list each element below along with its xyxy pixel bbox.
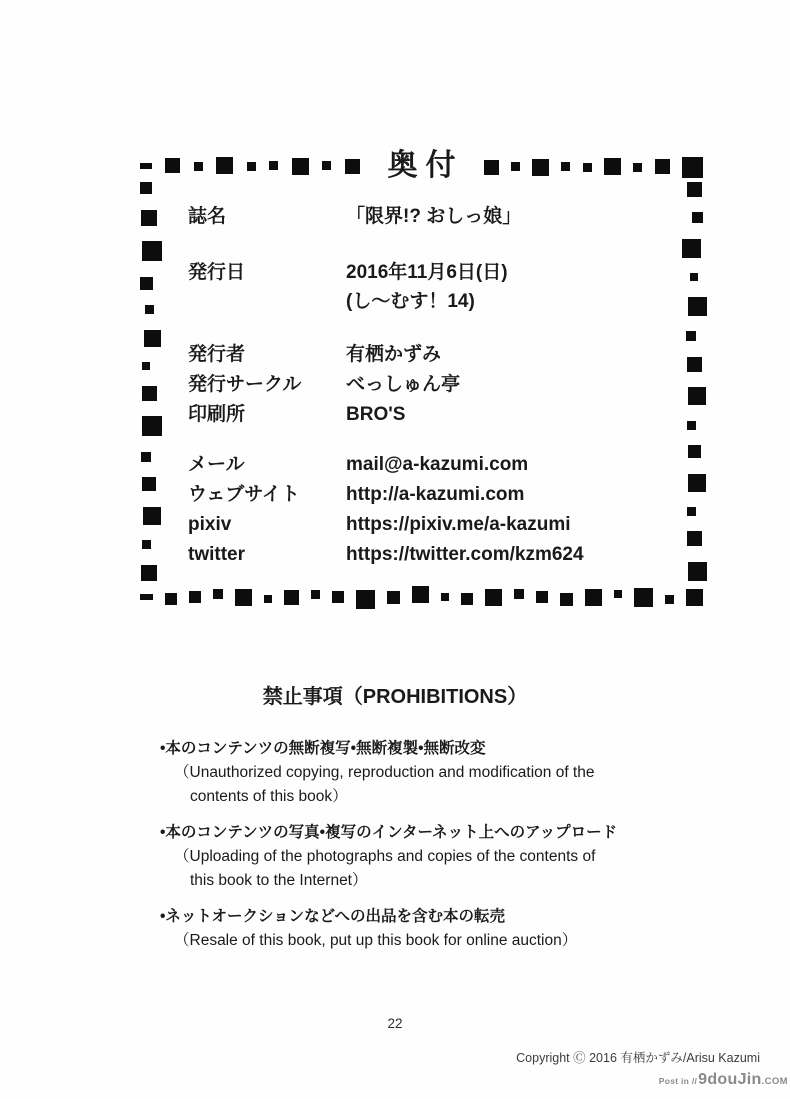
border-square <box>688 445 701 458</box>
border-square <box>687 357 702 372</box>
prohibitions-section <box>0 684 790 964</box>
colophon-label: 発行者 <box>188 344 246 365</box>
border-square <box>687 507 696 516</box>
border-square <box>633 163 642 172</box>
colophon-row-printer <box>188 400 677 430</box>
border-square <box>140 594 153 600</box>
border-square <box>560 593 573 606</box>
colophon-value: 2016年11月6日(日) <box>346 262 508 283</box>
border-square <box>142 241 162 261</box>
colophon-label: 発行日 <box>188 262 246 283</box>
border-square <box>692 212 703 223</box>
border-square <box>688 562 707 581</box>
border-square <box>686 331 696 341</box>
prohibition-en-line: contents of this book） <box>190 788 348 805</box>
border-square <box>141 210 157 226</box>
colophon-value: べっしゅん亭 <box>346 374 461 395</box>
colophon-label: メール <box>188 454 245 475</box>
border-square <box>688 297 707 316</box>
border-square <box>655 159 670 174</box>
colophon-value-email: mail@a-kazumi.com <box>346 454 529 475</box>
colophon-value-url: https://twitter.com/kzm624 <box>346 544 584 565</box>
border-square <box>216 157 233 174</box>
border-square <box>412 586 429 603</box>
border-square <box>688 474 706 492</box>
border-square <box>532 159 549 176</box>
colophon-value-url: http://a-kazumi.com <box>346 484 525 505</box>
border-square <box>688 387 706 405</box>
border-squares-top-right <box>484 154 704 178</box>
colophon-row-publisher <box>188 340 677 370</box>
border-squares-top-left <box>140 154 360 178</box>
border-square <box>165 158 180 173</box>
border-squares-bottom <box>140 585 703 609</box>
border-square <box>345 159 360 174</box>
prohibition-en-line: （Uploading of the photographs and copies of the contents of <box>174 848 596 865</box>
border-square <box>690 273 698 281</box>
prohibition-jp-line: •本のコンテンツの写真•複写のインターネット上へのアップロード <box>160 824 618 841</box>
border-square <box>140 163 152 169</box>
prohibitions-heading: 禁止事項（PROHIBITIONS） <box>262 686 528 708</box>
border-square <box>140 277 153 290</box>
border-square <box>142 416 162 436</box>
border-square <box>561 162 570 171</box>
border-square <box>284 590 299 605</box>
colophon-label: 印刷所 <box>188 404 246 425</box>
colophon-row-publish-date <box>188 258 677 316</box>
prohibition-en-line: this book to the Internet） <box>190 872 368 889</box>
border-square <box>687 531 702 546</box>
colophon-box <box>140 149 703 609</box>
prohibitions-list <box>160 736 740 953</box>
border-square <box>141 565 157 581</box>
border-square <box>687 182 702 197</box>
border-squares-right <box>683 182 705 581</box>
colophon-row-mail <box>188 450 677 480</box>
border-squares-left <box>138 182 160 581</box>
prohibition-item <box>160 736 740 809</box>
colophon-row-pixiv <box>188 510 677 540</box>
prohibition-jp-line: •本のコンテンツの無断複写•無断複製•無断改変 <box>160 740 486 757</box>
border-square <box>144 330 161 347</box>
colophon-value: BRO'S <box>346 404 406 425</box>
border-square <box>213 589 223 599</box>
border-square <box>514 589 524 599</box>
colophon-value-url: https://pixiv.me/a-kazumi <box>346 514 571 535</box>
colophon-value-line2: (し〜むす！14) <box>346 291 475 312</box>
prohibition-en-line: （Unauthorized copying, reproduction and modification of the <box>174 764 595 781</box>
watermark <box>659 1071 788 1089</box>
border-square <box>441 593 449 601</box>
border-square <box>140 182 152 194</box>
border-square <box>189 591 201 603</box>
colophon-top-border <box>140 149 703 182</box>
border-square <box>461 593 473 605</box>
border-square <box>536 591 548 603</box>
colophon-label: twitter <box>188 544 245 565</box>
watermark-tld: .COM <box>761 1076 788 1087</box>
prohibition-item <box>160 904 740 953</box>
border-square <box>247 162 256 171</box>
border-square <box>511 162 520 171</box>
prohibition-jp-line: •ネットオークションなどへの出品を含む本の転売 <box>160 908 506 925</box>
border-square <box>142 386 157 401</box>
border-square <box>194 162 203 171</box>
colophon-label: 誌名 <box>188 206 227 227</box>
colophon-label: ウェブサイト <box>188 484 300 505</box>
border-square <box>141 452 151 462</box>
watermark-prefix: Post in // <box>658 1076 698 1086</box>
border-square <box>292 158 309 175</box>
border-square <box>604 158 621 175</box>
border-square <box>682 157 703 178</box>
border-square <box>687 421 696 430</box>
border-square <box>686 589 703 606</box>
prohibition-item <box>160 820 740 893</box>
border-square <box>583 163 592 172</box>
colophon-row-website <box>188 480 677 510</box>
border-square <box>356 590 375 609</box>
border-square <box>485 589 502 606</box>
colophon-row-twitter <box>188 540 677 570</box>
border-square <box>311 590 320 599</box>
colophon-label: 発行サークル <box>188 374 302 395</box>
colophon-value: 有栖かずみ <box>346 344 442 365</box>
page-number: 22 <box>387 1016 403 1031</box>
border-square <box>322 161 331 170</box>
colophon-row-title <box>188 202 677 232</box>
colophon-row-circle <box>188 370 677 400</box>
border-square <box>585 589 602 606</box>
border-square <box>634 588 653 607</box>
border-square <box>332 591 344 603</box>
border-square <box>269 161 278 170</box>
colophon-content <box>188 202 677 570</box>
border-square <box>165 593 177 605</box>
border-square <box>142 477 156 491</box>
border-square <box>387 591 400 604</box>
border-square <box>614 590 622 598</box>
colophon-title: 奥付 <box>387 149 464 182</box>
colophon-value: 「限界!? おしっ娘」 <box>346 206 522 227</box>
copyright-line: Copyright Ⓒ 2016 有栖かずみ/Arisu Kazumi <box>516 1051 760 1065</box>
border-square <box>484 160 499 175</box>
border-square <box>142 540 151 549</box>
watermark-brand: 9douJin <box>698 1071 762 1088</box>
border-square <box>143 507 161 525</box>
border-square <box>682 239 701 258</box>
border-square <box>145 305 154 314</box>
border-square <box>665 595 674 604</box>
border-square <box>235 589 252 606</box>
prohibition-en-line: （Resale of this book, put up this book for online auction） <box>174 932 578 949</box>
colophon-label: pixiv <box>188 514 232 535</box>
border-square <box>142 362 150 370</box>
border-square <box>264 595 272 603</box>
